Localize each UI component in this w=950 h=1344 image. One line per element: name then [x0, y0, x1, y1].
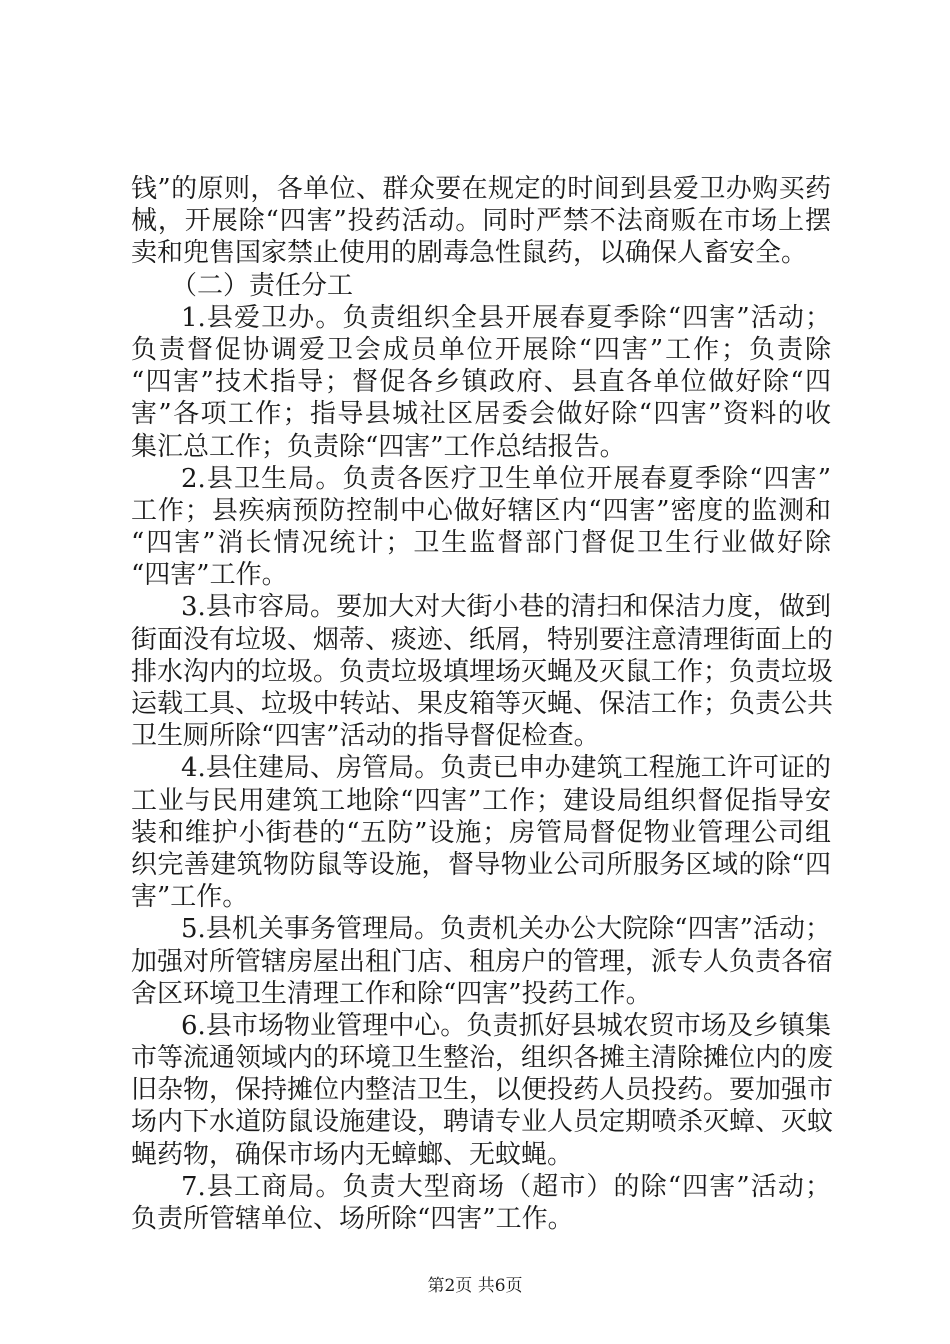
text-line: 钱”的原则，各单位、群众要在规定的时间到县爱卫办购买药: [131, 174, 831, 204]
page-number-footer: 第2页 共6页: [427, 1276, 523, 1296]
text-line: 场内下水道防鼠设施建设，聘请专业人员定期喷杀灭蟑、灭蚊: [131, 1107, 834, 1138]
text-line: 装和维护小街巷的“五防”设施；房管局督促物业管理公司组: [131, 817, 831, 848]
text-line: 街面没有垃圾、烟蒂、痰迹、纸屑，特别要注意清理街面上的: [131, 624, 834, 655]
text-line: 械，开展除“四害”投药活动。同时严禁不法商贩在市场上摆: [131, 206, 831, 237]
list-item-start: 7.县工商局。负责大型商场（超市）的除“四害”活动；: [181, 1171, 831, 1202]
list-item-start: 5.县机关事务管理局。负责机关办公大院除“四害”活动；: [181, 914, 831, 945]
text-line: “四害”技术指导；督促各乡镇政府、县直各单位做好除“四: [131, 367, 831, 398]
text-line: 舍区环境卫生清理工作和除“四害”投药工作。: [131, 978, 652, 1009]
list-item-start: 1.县爱卫办。负责组织全县开展春夏季除“四害”活动；: [181, 302, 831, 333]
text-line: 市等流通领域内的环境卫生整治，组织各摊主清除摊位内的废: [131, 1043, 834, 1074]
text-line: 工作；县疾病预防控制中心做好辖区内“四害”密度的监测和: [131, 495, 831, 526]
text-line: 害”各项工作；指导县城社区居委会做好除“四害”资料的收: [131, 399, 831, 430]
section-heading: （二）责任分工: [171, 270, 354, 301]
text-line: 运载工具、垃圾中转站、果皮箱等灭蝇、保洁工作；负责公共: [131, 689, 834, 719]
document-body: [131, 173, 834, 1235]
text-line: “四害”消长情况统计；卫生监督部门督促卫生行业做好除: [131, 528, 831, 559]
list-item-start: 3.县市容局。要加大对大街小巷的清扫和保洁力度，做到: [181, 592, 831, 623]
text-line: “四害”工作。: [131, 560, 288, 591]
text-line: 加强对所管辖房屋出租门店、租房户的管理，派专人负责各宿: [131, 946, 834, 977]
text-line: 蝇药物，确保市场内无蟑螂、无蚊蝇。: [131, 1139, 574, 1170]
text-line: 工业与民用建筑工地除“四害”工作；建设局组织督促指导安: [131, 785, 831, 816]
list-item-start: 6.县市场物业管理中心。负责抓好县城农贸市场及乡镇集: [181, 1010, 831, 1041]
text-line: 排水沟内的垃圾。负责垃圾填埋场灭蝇及灭鼠工作；负责垃圾: [131, 656, 834, 687]
text-line: 卫生厕所除“四害”活动的指导督促检查。: [131, 721, 600, 752]
text-line: 集汇总工作；负责除“四害”工作总结报告。: [131, 431, 626, 462]
text-line: 负责督促协调爱卫会成员单位开展除“四害”工作；负责除: [131, 334, 831, 365]
text-line: 旧杂物，保持摊位内整洁卫生，以便投药人员投药。要加强市: [131, 1075, 834, 1106]
text-line: 卖和兜售国家禁止使用的剧毒急性鼠药，以确保人畜安全。: [131, 238, 808, 269]
text-line: 负责所管辖单位、场所除“四害”工作。: [131, 1204, 574, 1234]
list-item-start: 2.县卫生局。负责各医疗卫生单位开展春夏季除“四害”: [181, 463, 831, 494]
text-line: 害”工作。: [131, 882, 249, 913]
list-item-start: 4.县住建局、房管局。负责已申办建筑工程施工许可证的: [181, 753, 831, 784]
text-line: 织完善建筑物防鼠等设施，督导物业公司所服务区域的除“四: [131, 849, 831, 880]
